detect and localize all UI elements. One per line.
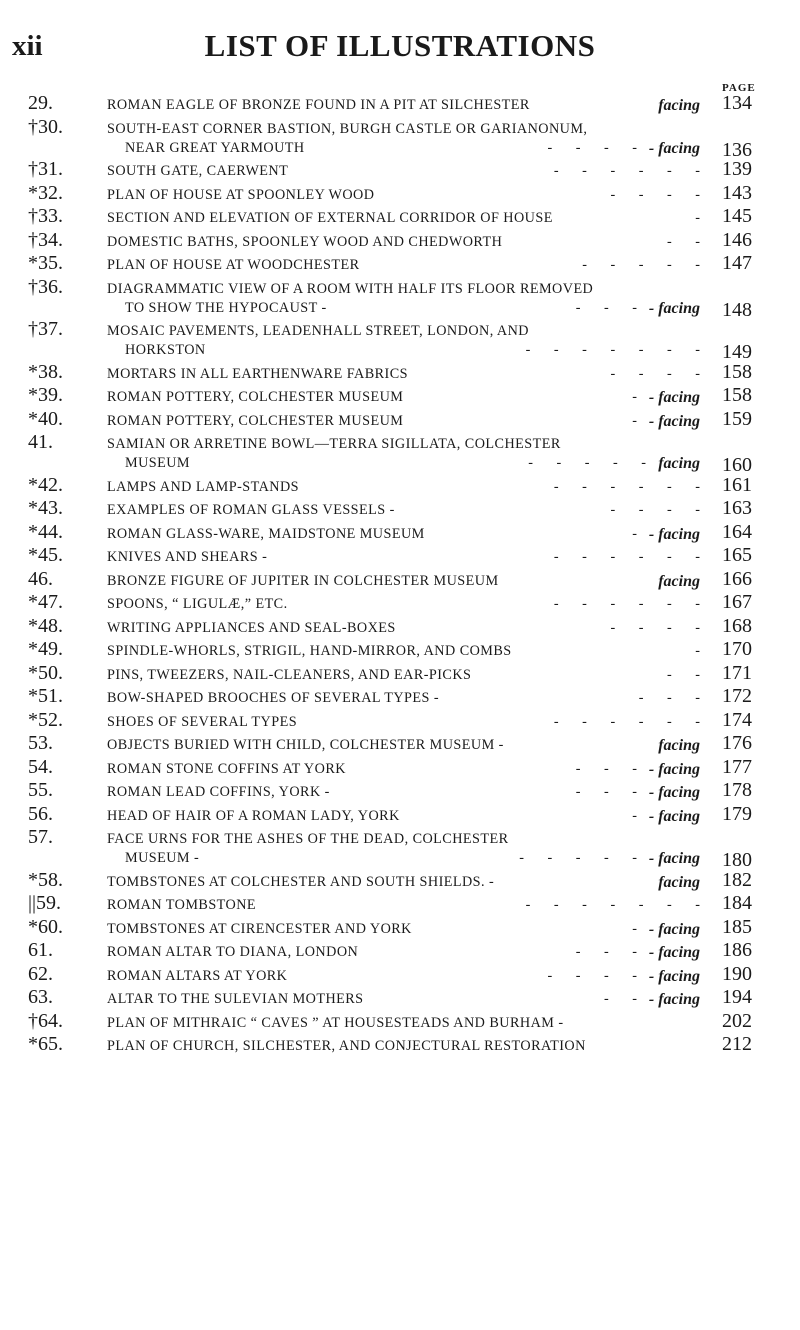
dash-leader: - - xyxy=(667,233,700,250)
entry-number: †36. xyxy=(28,275,63,298)
illustration-entry xyxy=(0,275,800,321)
page-reference: 134 xyxy=(722,92,752,114)
entry-line xyxy=(0,384,800,407)
page-reference: 170 xyxy=(722,638,752,660)
dash-leader: - - - xyxy=(575,299,637,316)
illustration-entry xyxy=(0,708,800,732)
entry-number: *45. xyxy=(28,544,63,566)
entry-line xyxy=(0,849,800,871)
dash-leader: - xyxy=(632,389,637,405)
entry-title: SECTION AND ELEVATION OF EXTERNAL CORRIDOR OF HOUSE xyxy=(107,210,553,226)
page-reference: 179 xyxy=(722,802,752,825)
page-reference: 158 xyxy=(722,360,752,383)
facing-label: - facing xyxy=(648,299,700,317)
page-reference: 165 xyxy=(722,544,752,566)
entry-number: †31. xyxy=(28,158,63,180)
illustration-entry xyxy=(0,1009,800,1033)
illustration-entry xyxy=(0,939,800,962)
entry-number: *58. xyxy=(28,868,63,891)
illustration-entry xyxy=(0,384,800,407)
entry-number: *35. xyxy=(28,252,63,274)
entry-number: †37. xyxy=(28,318,63,340)
illustration-entry xyxy=(0,868,800,892)
page-reference: 171 xyxy=(722,661,752,684)
illustration-entry xyxy=(0,544,800,567)
page-reference: 180 xyxy=(722,849,752,871)
facing-label: - facing xyxy=(648,850,700,867)
dash-leader: - - - xyxy=(638,690,700,706)
entry-line xyxy=(0,1009,800,1033)
page-reference: 172 xyxy=(722,685,752,707)
illustration-entry xyxy=(0,661,800,685)
illustration-entry xyxy=(0,407,800,431)
facing-label: - facing xyxy=(648,784,700,801)
dash-leader: - - - - - - - xyxy=(525,897,700,913)
illustration-entry xyxy=(0,473,800,497)
entry-line xyxy=(0,341,800,363)
dash-leader: - - xyxy=(604,991,637,1007)
illustration-entry xyxy=(0,567,800,591)
entry-line xyxy=(0,591,800,614)
entry-title: ROMAN EAGLE OF BRONZE FOUND IN A PIT AT SILCHESTER xyxy=(107,97,530,113)
entry-title: ROMAN ALTAR TO DIANA, LONDON xyxy=(107,944,359,960)
entry-number: 57. xyxy=(28,826,53,848)
page-title: LIST OF ILLUSTRATIONS xyxy=(204,28,596,63)
entry-number: *49. xyxy=(28,638,63,660)
dash-leader: - xyxy=(695,643,700,659)
illustration-entry xyxy=(0,685,800,708)
illustration-entry xyxy=(0,318,800,363)
entry-title: WRITING APPLIANCES AND SEAL-BOXES xyxy=(107,619,396,636)
page-reference: 148 xyxy=(722,298,752,321)
entry-title: MORTARS IN ALL EARTHENWARE FABRICS xyxy=(107,365,408,382)
entry-title: MOSAIC PAVEMENTS, LEADENHALL STREET, LONDON, AND xyxy=(107,323,530,339)
entry-number: *50. xyxy=(28,661,63,684)
entry-title: PINS, TWEEZERS, NAIL-CLEANERS, AND EAR-PICKS xyxy=(107,666,472,683)
entry-title: PLAN OF HOUSE AT WOODCHESTER xyxy=(107,257,360,273)
illustration-entry xyxy=(0,826,800,871)
facing-label: - facing xyxy=(648,139,700,157)
illustration-entry xyxy=(0,755,800,779)
entry-title: ROMAN TOMBSTONE xyxy=(107,897,257,913)
entry-title: SPOONS, “ LIGULÆ,” ETC. xyxy=(107,596,288,612)
entry-line xyxy=(0,868,800,892)
page-reference: 161 xyxy=(722,473,752,496)
facing-label: - facing xyxy=(648,389,700,406)
entry-number: 41. xyxy=(28,431,53,453)
illustration-entry xyxy=(0,1033,800,1056)
entry-title: MUSEUM xyxy=(125,455,190,471)
dash-leader: - - - - xyxy=(610,619,700,636)
entry-number: *43. xyxy=(28,497,63,519)
dash-leader: - - - xyxy=(575,784,637,800)
entry-line xyxy=(0,158,800,181)
dash-leader: - - - - xyxy=(610,502,700,518)
entry-line xyxy=(0,92,800,115)
page-reference: 190 xyxy=(722,962,752,985)
entry-number: 56. xyxy=(28,802,53,825)
entry-number: *60. xyxy=(28,915,63,938)
illustration-entry xyxy=(0,520,800,544)
entry-line xyxy=(0,962,800,986)
entry-number: *65. xyxy=(28,1033,63,1055)
page-number: xii xyxy=(12,30,43,62)
entry-number: *44. xyxy=(28,520,63,543)
page-reference: 159 xyxy=(722,407,752,430)
page-reference: 182 xyxy=(722,868,752,891)
entry-line xyxy=(0,497,800,520)
entry-title: PLAN OF HOUSE AT SPOONLEY WOOD xyxy=(107,186,375,203)
page-reference: 176 xyxy=(722,732,752,754)
facing-label: - facing xyxy=(648,760,700,778)
page-reference: 166 xyxy=(722,567,752,590)
entry-title: PLAN OF CHURCH, SILCHESTER, AND CONJECTURAL RESTORATION xyxy=(107,1038,586,1054)
dash-leader: - - - - xyxy=(547,967,637,984)
entry-title: BOW-SHAPED BROOCHES OF SEVERAL TYPES - xyxy=(107,690,440,706)
dash-leader: - - - - - - xyxy=(553,713,700,730)
illustration-entry xyxy=(0,614,800,638)
illustration-entry xyxy=(0,732,800,755)
illustration-entry xyxy=(0,228,800,252)
page-reference: 136 xyxy=(722,138,752,161)
illustration-entry xyxy=(0,431,800,476)
page-reference: 178 xyxy=(722,779,752,801)
entry-line xyxy=(0,638,800,661)
facing-label: - facing xyxy=(648,991,700,1008)
dash-leader: - - - - - - xyxy=(553,163,700,179)
entry-line xyxy=(0,115,800,139)
page-column-label: PAGE xyxy=(722,82,756,94)
entry-line xyxy=(0,802,800,826)
entry-number: *51. xyxy=(28,685,63,707)
entry-title: SOUTH GATE, CAERWENT xyxy=(107,163,289,179)
page-reference: 202 xyxy=(722,1009,752,1032)
page-reference: 163 xyxy=(722,497,752,519)
illustration-entry xyxy=(0,591,800,614)
entry-title: ROMAN STONE COFFINS AT YORK xyxy=(107,760,346,777)
illustration-entry xyxy=(0,181,800,205)
entry-title: TOMBSTONES AT COLCHESTER AND SOUTH SHIELDS. - xyxy=(107,873,495,890)
entry-title: ROMAN POTTERY, COLCHESTER MUSEUM xyxy=(107,412,404,429)
entry-title: SPINDLE-WHORLS, STRIGIL, HAND-MIRROR, AND COMBS xyxy=(107,643,512,659)
illustration-entry xyxy=(0,915,800,939)
entry-title: DIAGRAMMATIC VIEW OF A ROOM WITH HALF ITS FLOOR REMOVED xyxy=(107,280,594,297)
entry-title: DOMESTIC BATHS, SPOONLEY WOOD AND CHEDWORTH xyxy=(107,233,503,250)
dash-leader: - - - xyxy=(575,944,637,960)
entry-title: ROMAN LEAD COFFINS, YORK - xyxy=(107,784,330,800)
dash-leader: - - - - - xyxy=(519,850,637,866)
entry-line xyxy=(0,1033,800,1056)
entry-line xyxy=(0,431,800,454)
entry-title: LAMPS AND LAMP-STANDS xyxy=(107,478,299,495)
entry-number: 29. xyxy=(28,92,53,114)
entry-title: PLAN OF MITHRAIC “ CAVES ” AT HOUSESTEADS AND BURHAM - xyxy=(107,1014,564,1031)
entry-line xyxy=(0,228,800,252)
entry-title: MUSEUM - xyxy=(125,850,200,866)
facing-label: facing xyxy=(658,737,700,754)
entry-title: BRONZE FIGURE OF JUPITER IN COLCHESTER MUSEUM xyxy=(107,572,499,589)
entry-title: SAMIAN OR ARRETINE BOWL—TERRA SIGILLATA, COLCHESTER xyxy=(107,436,561,452)
illustration-entry xyxy=(0,115,800,161)
dash-leader: - - - - - - - xyxy=(525,342,700,358)
entry-title: SHOES OF SEVERAL TYPES xyxy=(107,713,298,730)
facing-label: facing xyxy=(658,873,700,891)
entry-number: *47. xyxy=(28,591,63,613)
page-reference: 167 xyxy=(722,591,752,613)
entry-number: 53. xyxy=(28,732,53,754)
page-reference: 145 xyxy=(722,205,752,227)
entry-title: ROMAN GLASS-WARE, MAIDSTONE MUSEUM xyxy=(107,525,425,542)
entry-title: OBJECTS BURIED WITH CHILD, COLCHESTER MUSEUM - xyxy=(107,737,504,753)
facing-label: facing xyxy=(658,455,700,472)
illustration-entry xyxy=(0,962,800,986)
page-reference: 212 xyxy=(722,1033,752,1055)
entry-line xyxy=(0,939,800,962)
entry-title: EXAMPLES OF ROMAN GLASS VESSELS - xyxy=(107,502,395,518)
entry-number: 61. xyxy=(28,939,53,961)
entry-title: ROMAN POTTERY, COLCHESTER MUSEUM xyxy=(107,389,404,405)
entry-line xyxy=(0,520,800,544)
entry-line xyxy=(0,454,800,476)
entry-line xyxy=(0,892,800,915)
facing-label: - facing xyxy=(648,807,700,825)
entry-line xyxy=(0,567,800,591)
facing-label: facing xyxy=(658,97,700,114)
facing-label: - facing xyxy=(648,967,700,985)
entry-line xyxy=(0,986,800,1009)
entry-line xyxy=(0,544,800,567)
dash-leader: - - - - xyxy=(610,365,700,382)
dash-leader: - xyxy=(632,412,637,429)
entry-number: *39. xyxy=(28,384,63,406)
entry-number: 54. xyxy=(28,755,53,778)
dash-leader: - - - - - - xyxy=(553,478,700,495)
entry-number: 46. xyxy=(28,567,53,590)
illustration-entry xyxy=(0,205,800,228)
entry-number: *48. xyxy=(28,614,63,637)
entry-line xyxy=(0,473,800,497)
dash-leader: - - - - xyxy=(610,186,700,203)
entry-number: †34. xyxy=(28,228,63,251)
entry-line xyxy=(0,181,800,205)
page-reference: 160 xyxy=(722,454,752,476)
dash-leader: - - - xyxy=(575,760,637,777)
page-reference: 146 xyxy=(722,228,752,251)
page-reference: 185 xyxy=(722,915,752,938)
entry-title: TO SHOW THE HYPOCAUST - xyxy=(125,299,327,316)
facing-label: - facing xyxy=(648,525,700,543)
dash-leader: - - - - xyxy=(547,139,637,156)
entry-number: †64. xyxy=(28,1009,63,1032)
entry-title: ALTAR TO THE SULEVIAN MOTHERS xyxy=(107,991,364,1007)
entry-title: ROMAN ALTARS AT YORK xyxy=(107,967,288,984)
illustration-entry xyxy=(0,252,800,275)
entry-number: *32. xyxy=(28,181,63,204)
entry-number: *52. xyxy=(28,708,63,731)
entry-line xyxy=(0,826,800,849)
facing-label: facing xyxy=(658,572,700,590)
entry-line xyxy=(0,915,800,939)
entry-title: TOMBSTONES AT CIRENCESTER AND YORK xyxy=(107,920,412,937)
dash-leader: - xyxy=(632,920,637,937)
entry-title: KNIVES AND SHEARS - xyxy=(107,549,268,565)
entry-line xyxy=(0,755,800,779)
page-reference: 184 xyxy=(722,892,752,914)
entry-number: *42. xyxy=(28,473,63,496)
page-reference: 139 xyxy=(722,158,752,180)
entry-line xyxy=(0,779,800,802)
page-reference: 168 xyxy=(722,614,752,637)
dash-leader: - xyxy=(695,210,700,226)
page-reference: 149 xyxy=(722,341,752,363)
entry-number: 63. xyxy=(28,986,53,1008)
illustration-entry xyxy=(0,92,800,115)
dash-leader: - - xyxy=(667,666,700,683)
illustration-entry xyxy=(0,158,800,181)
illustration-entry xyxy=(0,360,800,384)
entry-line xyxy=(0,138,800,161)
dash-leader: - - - - - xyxy=(582,257,700,273)
entry-line xyxy=(0,318,800,341)
illustration-entry xyxy=(0,779,800,802)
entry-line xyxy=(0,614,800,638)
illustration-list xyxy=(0,92,800,1061)
dash-leader: - xyxy=(632,807,637,824)
facing-label: - facing xyxy=(648,412,700,430)
page-reference: 158 xyxy=(722,384,752,406)
illustration-entry xyxy=(0,497,800,520)
entry-number: 55. xyxy=(28,779,53,801)
dash-leader: - xyxy=(632,525,637,542)
entry-line xyxy=(0,732,800,755)
entry-number: *40. xyxy=(28,407,63,430)
page-reference: 174 xyxy=(722,708,752,731)
entry-line xyxy=(0,298,800,321)
page-reference: 177 xyxy=(722,755,752,778)
entry-line xyxy=(0,661,800,685)
entry-line xyxy=(0,708,800,732)
entry-line xyxy=(0,685,800,708)
entry-number: 62. xyxy=(28,962,53,985)
illustration-entry xyxy=(0,638,800,661)
entry-title: HEAD OF HAIR OF A ROMAN LADY, YORK xyxy=(107,807,400,824)
entry-number: ||59. xyxy=(28,892,62,914)
entry-number: †30. xyxy=(28,115,63,138)
page-reference: 186 xyxy=(722,939,752,961)
entry-line xyxy=(0,360,800,384)
dash-leader: - - - - - xyxy=(528,455,646,471)
facing-label: - facing xyxy=(648,920,700,938)
illustration-entry xyxy=(0,892,800,915)
page-reference: 147 xyxy=(722,252,752,274)
illustration-entry xyxy=(0,986,800,1009)
illustration-entry xyxy=(0,802,800,826)
entry-number: *38. xyxy=(28,360,63,383)
entry-title: SOUTH-EAST CORNER BASTION, BURGH CASTLE OR GARIANONUM, xyxy=(107,120,588,137)
entry-line xyxy=(0,275,800,299)
entry-line xyxy=(0,205,800,228)
page-reference: 143 xyxy=(722,181,752,204)
entry-title: NEAR GREAT YARMOUTH xyxy=(125,139,305,156)
page-reference: 164 xyxy=(722,520,752,543)
page-reference: 194 xyxy=(722,986,752,1008)
entry-line xyxy=(0,407,800,431)
entry-line xyxy=(0,252,800,275)
entry-number: †33. xyxy=(28,205,63,227)
dash-leader: - - - - - - xyxy=(553,596,700,612)
dash-leader: - - - - - - xyxy=(553,549,700,565)
entry-title: FACE URNS FOR THE ASHES OF THE DEAD, COLCHESTER xyxy=(107,831,509,847)
facing-label: - facing xyxy=(648,944,700,961)
entry-title: HORKSTON xyxy=(125,342,206,358)
